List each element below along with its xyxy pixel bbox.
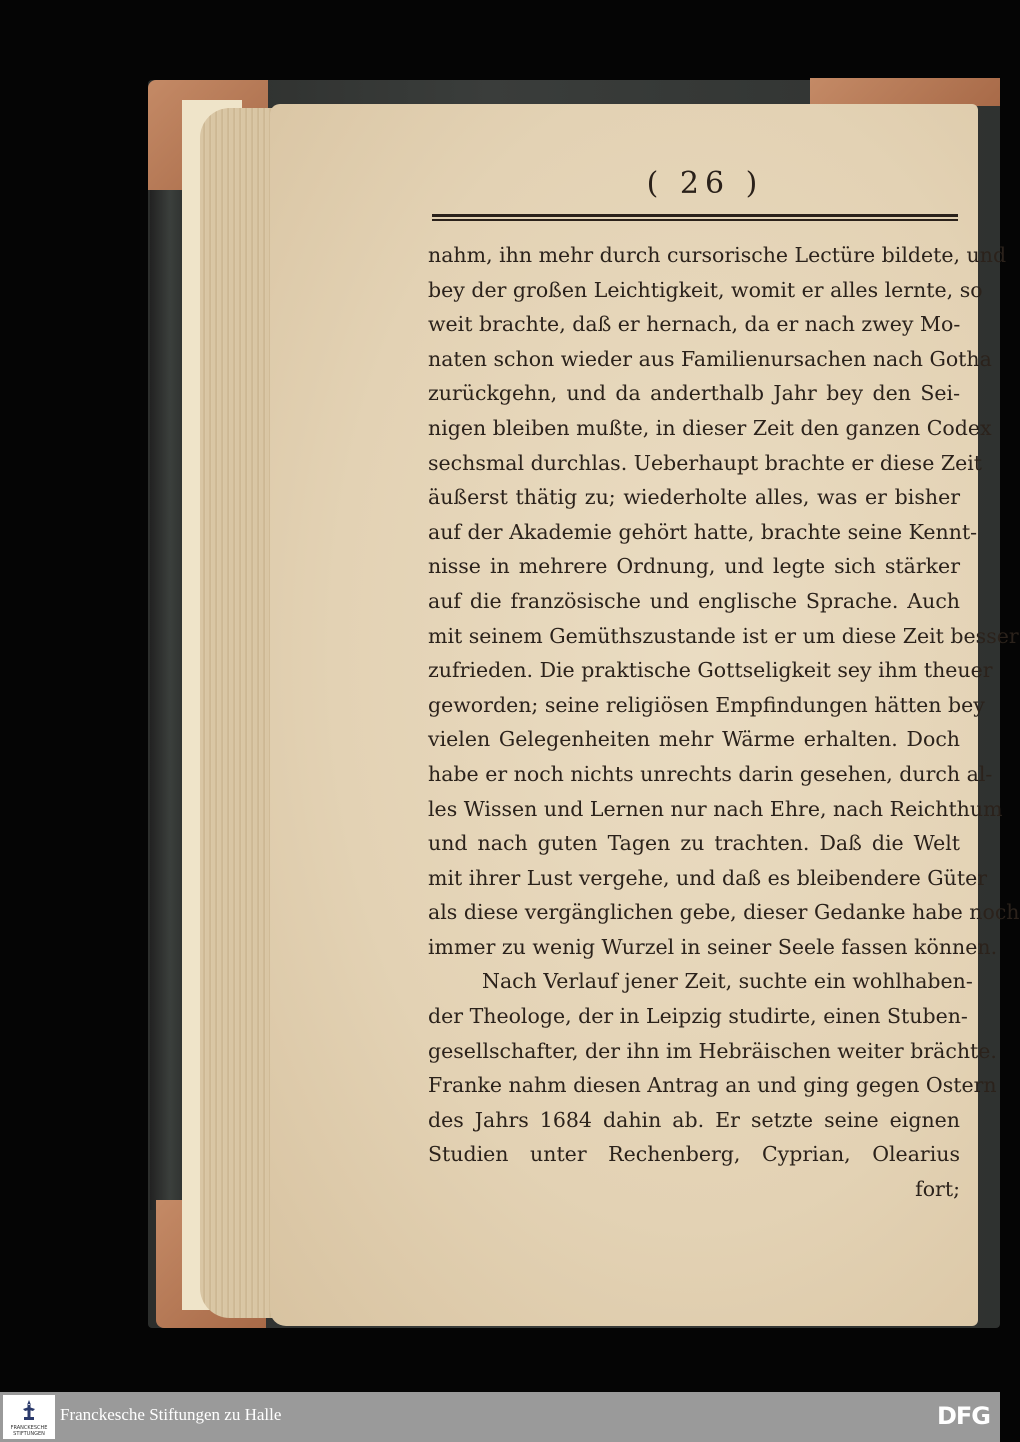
- text-line: nigen bleiben mußte, in dieser Zeit den ganzen Codex: [428, 415, 992, 440]
- orphanage-emblem-icon: [21, 1399, 37, 1423]
- text-line: und nach guten Tagen zu trachten. Daß die Welt: [428, 831, 960, 856]
- text-line: mit ihrer Lust vergehe, und daß es bleibendere Güter: [428, 865, 988, 890]
- text-line: sechsmal durchlas. Ueberhaupt brachte er diese Zeit: [428, 450, 983, 475]
- text-line: gesellschafter, der ihn im Hebräischen weiter brächte.: [428, 1038, 997, 1063]
- text-line: nisse in mehrere Ordnung, und legte sich stärker: [428, 554, 960, 579]
- text-line: des Jahrs 1684 dahin ab. Er setzte seine eignen: [428, 1107, 960, 1132]
- text-line: les Wissen und Lernen nur nach Ehre, nach Reichthum: [428, 796, 1003, 821]
- text-line: vielen Gelegenheiten mehr Wärme erhalten. Doch: [428, 727, 960, 752]
- leather-corner: [810, 78, 1000, 106]
- text-line: bey der großen Leichtigkeit, womit er alles lernte, so: [428, 277, 983, 302]
- footer-bar: [0, 1392, 1000, 1442]
- text-line: zufrieden. Die praktische Gottseligkeit sey ihm theuer: [428, 658, 993, 683]
- page-text: [428, 238, 1020, 1207]
- institution-logo[interactable]: [3, 1395, 55, 1439]
- text-line: geworden; seine religiösen Empfindungen hätten bey: [428, 692, 985, 717]
- text-line: als diese vergänglichen gebe, dieser Gedanke habe noch: [428, 900, 1020, 925]
- text-line: naten schon wieder aus Familienursachen nach Gotha: [428, 346, 992, 371]
- institution-name[interactable]: Franckesche Stiftungen zu Halle: [60, 1405, 282, 1424]
- text-line: Franke nahm diesen Antrag an und ging gegen Ostern: [428, 1073, 997, 1098]
- header-rule: [432, 214, 958, 221]
- text-line: mit seinem Gemüthszustande ist er um diese Zeit besser: [428, 623, 1019, 648]
- text-line: Nach Verlauf jener Zeit, suchte ein wohlhaben-: [482, 969, 973, 994]
- text-line: Studien unter Rechenberg, Cyprian, Olearius: [428, 1142, 960, 1167]
- text-line: auf die französische und englische Sprache. Auch: [428, 588, 960, 613]
- text-line: habe er noch nichts unrechts darin gesehen, durch al-: [428, 761, 993, 786]
- text-line: zurückgehn, und da anderthalb Jahr bey den Sei-: [428, 381, 960, 406]
- logo-text: FRANCKESCHE STIFTUNGEN: [10, 1425, 48, 1437]
- text-line: der Theologe, der in Leipzig studirte, einen Stuben-: [428, 1004, 968, 1029]
- text-line: immer zu wenig Wurzel in seiner Seele fassen können.: [428, 934, 998, 959]
- text-line: weit brachte, daß er hernach, da er nach zwey Mo-: [428, 312, 961, 337]
- dfg-logo[interactable]: DFG: [936, 1402, 990, 1430]
- text-line: äußerst thätig zu; wiederholte alles, was er bisher: [428, 485, 960, 510]
- text-line: nahm, ihn mehr durch cursorische Lectüre bildete, und: [428, 243, 1007, 267]
- page-number: ( 26 ): [646, 166, 764, 201]
- text-line: auf der Akademie gehört hatte, brachte seine Kennt-: [428, 519, 978, 544]
- catchword: fort;: [915, 1177, 960, 1202]
